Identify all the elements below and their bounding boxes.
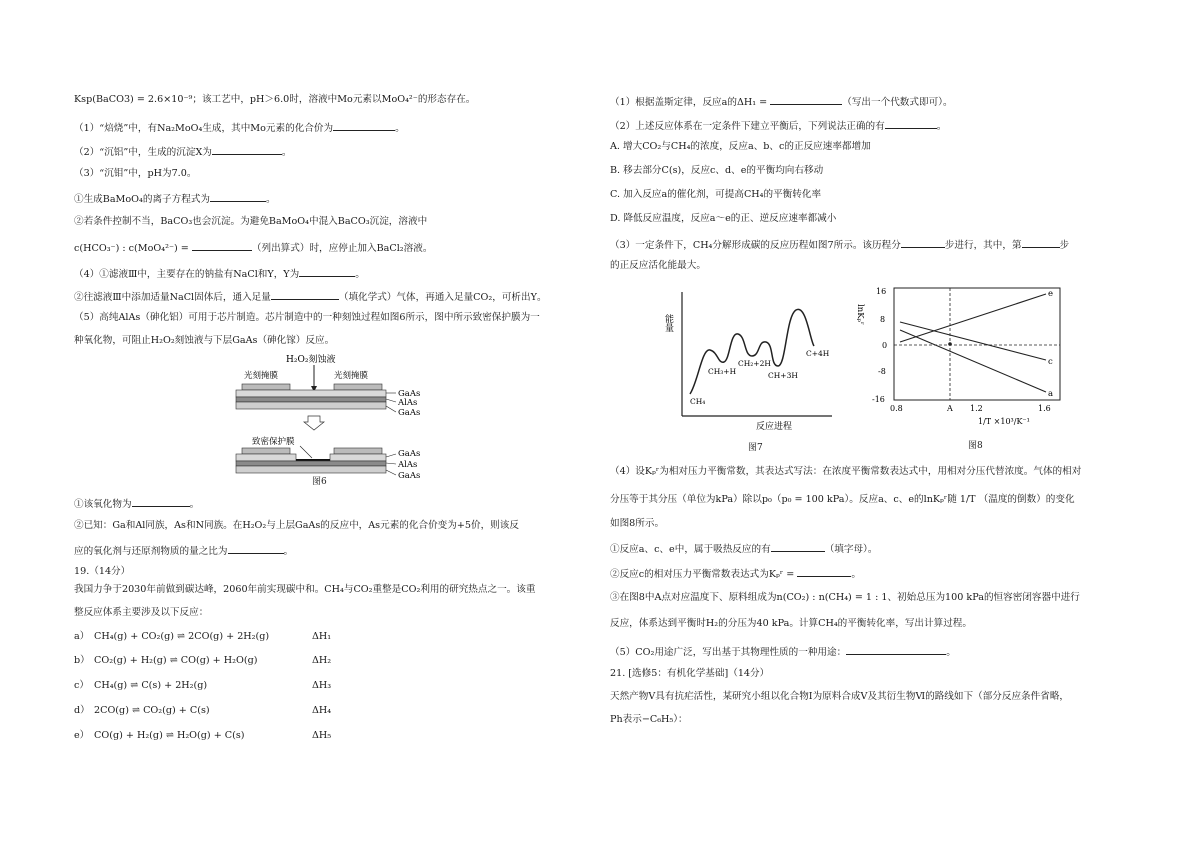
label-gaas-3: GaAs [398,449,421,459]
mask-label-1: 光刻掩膜 [244,371,279,381]
right-question-4b: ②反应c的相对压力平衡常数表达式为Kₚʳ = 。 [610,566,861,582]
xtick-1-6: 1.6 [1038,404,1051,413]
reaction-c-dh: ΔH₃ [312,680,332,691]
etchant-label: H₂O₂刻蚀液 [286,355,336,365]
mask-block-1 [242,384,290,390]
label-e: e [1048,289,1054,299]
option-c[interactable]: C. 加入反应a的催化剂，可提高CH₄的平衡转化率 [610,189,822,200]
state-c-4h: C+4H [806,349,830,358]
inverse-t-axis-label: 1/T ×10³/K⁻¹ [978,417,1030,426]
figure-7-energy-profile [660,286,840,436]
answer-blank[interactable] [210,191,266,202]
question-3b-ratio: c(HCO₃⁻) : c(MoO₄²⁻) = （列出算式）时，应停止加入BaCl₂溶液。 [74,240,432,256]
transition-arrow-icon [304,416,324,430]
figure-6-etching-diagram [234,352,434,482]
label-alas-2: AlAs [398,460,418,470]
reaction-a-dh: ΔH₁ [312,631,332,642]
option-d[interactable]: D. 降低反应温度，反应a～e的正、逆反应速率都减小 [610,213,837,224]
reaction-e-label: e） [74,730,90,741]
question-3b: ②若条件控制不当，BaCO₃也会沉淀。为避免BaMoO₄中混入BaCO₃沉淀，溶液中 [74,216,428,227]
right-question-4c: ③在图8中A点对应温度下、原料组成为n(CO₂) : n(CH₄) = 1 : 1、初始总压为100 kPa的恒容密闭容器中进行 [610,592,1080,603]
right-question-4c-cont: 反应，体系达到平衡时H₂的分压为40 kPa。计算CH₄的平衡转化率，写出计算过程。 [610,618,972,629]
ytick-16: 16 [876,287,887,296]
question-4b: ②往滤液Ⅲ中添加适量NaCl固体后，通入足量 （填化学式）气体，再通入足量CO₂，可析出Y。 [74,289,547,305]
xtick-1-2: 1.2 [970,404,983,413]
line-e [900,294,1046,342]
ksp-line: Ksp(BaCO3) = 2.6×10⁻⁹；该工艺中，pH＞6.0时，溶液中Mo元素以MoO₄²⁻的形态存在。 [74,94,476,105]
ytick-0: 0 [882,341,888,350]
answer-blank[interactable] [885,118,937,129]
question-3a: ①生成BaMoO₄的离子方程式为 。 [74,191,276,207]
answer-blank[interactable] [192,240,252,251]
right-question-4-cont: 分压等于其分压（单位为kPa）除以p₀（p₀ = 100 kPa）。反应a、c、e的lnKₚʳ随 1/T （温度的倒数）的变化 [610,494,1075,505]
question-19-intro-cont: 整反应体系主要涉及以下反应： [74,607,209,618]
label-a: a [1048,389,1054,399]
ytick-neg8: -8 [878,367,886,376]
reaction-b-dh: ΔH₂ [312,655,332,666]
state-ch4: CH₄ [690,397,706,406]
reaction-d-equation: 2CO(g) ⇌ CO₂(g) + C(s) [94,705,210,716]
figure-8-lnk-plot [855,282,1070,442]
answer-blank[interactable] [1022,237,1060,248]
question-21-title: 21. [选修5：有机化学基础]（14分） [610,668,770,679]
answer-blank[interactable] [132,496,190,507]
reaction-c-equation: CH₄(g) ⇌ C(s) + 2H₂(g) [94,680,208,691]
lnk-axis-label: lnKₚʳ [855,304,865,325]
reaction-b-equation: CO₂(g) + H₂(g) ⇌ CO(g) + H₂O(g) [94,655,258,666]
figure-7-caption: 图7 [748,443,763,453]
reaction-coordinate-label: 反应进程 [756,422,793,432]
question-21-intro: 天然产物Ⅴ具有抗疟活性，某研究小组以化合物Ⅰ为原料合成Ⅴ及其衍生物Ⅵ的路线如下（部分反应条件省略， [610,691,1070,702]
right-question-4a: ①反应a、c、e中，属于吸热反应的有 （填字母）。 [610,541,877,557]
figure-8-caption: 图8 [968,441,983,451]
question-5: （5）高纯AlAs（砷化铝）可用于芯片制造。芯片制造中的一种刻蚀过程如图6所示，图中所示致密保护膜为一 [74,312,540,323]
xtick-a: A [947,404,953,413]
state-ch2-2h: CH₂+2H [738,359,771,368]
figure-6-caption: 图6 [312,477,327,487]
reaction-b-label: b） [74,655,90,666]
state-ch-3h: CH+3H [768,371,798,380]
reaction-d-label: d） [74,705,90,716]
reaction-e-dh: ΔH₅ [312,730,332,741]
question-4a: （4）①滤液Ⅲ中，主要存在的钠盐有NaCl和Y，Y为 。 [74,266,365,282]
option-b[interactable]: B. 移去部分C(s)，反应c、d、e的平衡均向右移动 [610,165,824,176]
answer-blank[interactable] [797,566,851,577]
question-5c: ①该氧化物为 。 [74,496,199,512]
line-a [900,330,1046,392]
label-c: c [1048,357,1053,367]
label-alas-1: AlAs [398,398,418,408]
mask-block-3 [242,448,290,454]
answer-blank[interactable] [228,543,284,554]
reaction-e-equation: CO(g) + H₂(g) ⇌ H₂O(g) + C(s) [94,730,245,741]
question-5e: 应的氧化剂与还原剂物质的量之比为 。 [74,543,293,559]
gaas-bottom-layer [236,402,386,409]
right-question-4: （4）设Kₚʳ为相对压力平衡常数，其表达式写法：在浓度平衡常数表达式中，用相对分压代替浓度。气体的相对 [610,466,1082,477]
answer-blank[interactable] [901,237,945,248]
ytick-neg16: -16 [872,395,885,404]
state-ch3-h: CH₃+H [708,367,737,376]
line-c [900,322,1046,360]
point-a-marker [948,342,952,346]
right-question-1: （1）根据盖斯定律，反应a的ΔH₁ = （写出一个代数式即可）。 [610,94,953,110]
mask-block-2 [334,384,382,390]
label-gaas-2: GaAs [398,408,421,418]
label-gaas-4: GaAs [398,471,421,481]
plot-frame [894,288,1060,400]
label-gaas-1: GaAs [398,389,421,399]
right-question-2: （2）上述反应体系在一定条件下建立平衡后，下列说法正确的有 。 [610,118,946,134]
question-21-intro-cont: Ph表示−C₆H₅）： [610,714,688,725]
answer-blank[interactable] [846,644,946,655]
reaction-d-dh: ΔH₄ [312,705,332,716]
reaction-path-curve [690,309,814,394]
ytick-8: 8 [880,315,886,324]
energy-axis-label: 能量 [663,314,673,332]
mask-block-4 [334,448,382,454]
question-2: （2）“沉铝”中，生成的沉淀X为 。 [74,144,291,160]
reaction-c-label: c） [74,680,89,691]
question-5d: ②已知：Ga和Al同族，As和N同族。在H₂O₂与上层GaAs的反应中，As元素的化合价变为+5价，则该反 [74,520,519,531]
reaction-a-label: a） [74,631,90,642]
right-question-4-cont2: 如图8所示。 [610,518,665,529]
reaction-a-equation: CH₄(g) + CO₂(g) ⇌ 2CO(g) + 2H₂(g) [94,631,270,642]
question-19-title: 19.（14分） [74,566,131,577]
answer-blank[interactable] [299,266,355,277]
question-1: （1）“焙烧”中，有Na₂MoO₄生成，其中Mo元素的化合价为 。 [74,120,405,136]
xtick-0-8: 0.8 [890,404,903,413]
answer-blank[interactable] [271,289,339,300]
question-3: （3）“沉钼”中，pH为7.0。 [74,168,197,179]
gaas-top-layer [236,390,386,397]
alas-layer [236,397,386,402]
question-19-intro: 我国力争于2030年前做到碳达峰，2060年前实现碳中和。CH₄与CO₂重整是CO₂利用的研究热点之一。该重 [74,584,536,595]
right-question-5: （5）CO₂用途广泛，写出基于其物理性质的一种用途： 。 [610,644,956,660]
option-a[interactable]: A. 增大CO₂与CH₄的浓度，反应a、b、c的正反应速率都增加 [610,141,871,152]
mask-label-2: 光刻掩膜 [334,371,369,381]
right-question-3-cont: 的正反应活化能最大。 [610,260,706,271]
question-5-cont: 种氧化物，可阻止H₂O₂刻蚀液与下层GaAs（砷化镓）反应。 [74,335,335,346]
right-question-3: （3）一定条件下，CH₄分解形成碳的反应历程如图7所示。该历程分 步进行，其中，第 步 [610,237,1069,253]
answer-blank[interactable] [212,144,282,155]
answer-blank[interactable] [333,120,395,131]
answer-blank[interactable] [771,541,825,552]
answer-blank[interactable] [770,94,842,105]
dense-film-label: 致密保护膜 [252,437,295,447]
